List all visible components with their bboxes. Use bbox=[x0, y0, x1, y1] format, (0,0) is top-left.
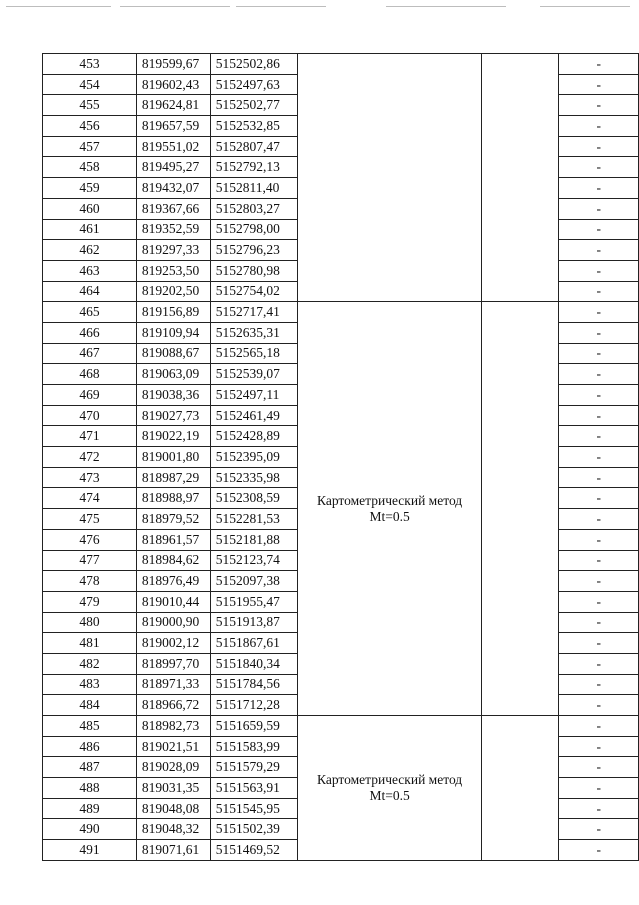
x-coordinate-cell: 819002,12 bbox=[136, 633, 210, 654]
point-number-cell: 456 bbox=[43, 116, 137, 137]
y-coordinate-cell: 5151659,59 bbox=[210, 716, 297, 737]
y-coordinate-cell: 5152754,02 bbox=[210, 281, 297, 302]
y-coordinate-cell: 5152502,77 bbox=[210, 95, 297, 116]
method-name: Картометрический метод bbox=[317, 771, 463, 787]
y-coordinate-cell: 5151840,34 bbox=[210, 653, 297, 674]
point-number-cell: 453 bbox=[43, 54, 137, 75]
dash-cell: - bbox=[559, 116, 639, 137]
dash-cell: - bbox=[559, 612, 639, 633]
dash-cell: - bbox=[559, 840, 639, 861]
y-coordinate-cell: 5152097,38 bbox=[210, 571, 297, 592]
dash-cell: - bbox=[559, 509, 639, 530]
y-coordinate-cell: 5151579,29 bbox=[210, 757, 297, 778]
point-number-cell: 455 bbox=[43, 95, 137, 116]
dash-cell: - bbox=[559, 695, 639, 716]
x-coordinate-cell: 819297,33 bbox=[136, 240, 210, 261]
y-coordinate-cell: 5152497,11 bbox=[210, 385, 297, 406]
point-number-cell: 476 bbox=[43, 529, 137, 550]
dash-cell: - bbox=[559, 405, 639, 426]
y-coordinate-cell: 5152461,49 bbox=[210, 405, 297, 426]
point-number-cell: 472 bbox=[43, 447, 137, 468]
dash-cell: - bbox=[559, 633, 639, 654]
x-coordinate-cell: 819109,94 bbox=[136, 322, 210, 343]
dash-cell: - bbox=[559, 219, 639, 240]
x-coordinate-cell: 818982,73 bbox=[136, 716, 210, 737]
x-coordinate-cell: 819551,02 bbox=[136, 136, 210, 157]
point-number-cell: 459 bbox=[43, 178, 137, 199]
point-number-cell: 460 bbox=[43, 198, 137, 219]
dash-cell: - bbox=[559, 426, 639, 447]
y-coordinate-cell: 5152780,98 bbox=[210, 260, 297, 281]
x-coordinate-cell: 818988,97 bbox=[136, 488, 210, 509]
dash-cell: - bbox=[559, 95, 639, 116]
x-coordinate-cell: 819028,09 bbox=[136, 757, 210, 778]
y-coordinate-cell: 5152335,98 bbox=[210, 467, 297, 488]
point-number-cell: 458 bbox=[43, 157, 137, 178]
y-coordinate-cell: 5152717,41 bbox=[210, 302, 297, 323]
y-coordinate-cell: 5152497,63 bbox=[210, 74, 297, 95]
point-number-cell: 466 bbox=[43, 322, 137, 343]
y-coordinate-cell: 5151545,95 bbox=[210, 798, 297, 819]
x-coordinate-cell: 818971,33 bbox=[136, 674, 210, 695]
point-number-cell: 489 bbox=[43, 798, 137, 819]
point-number-cell: 457 bbox=[43, 136, 137, 157]
y-coordinate-cell: 5151955,47 bbox=[210, 591, 297, 612]
x-coordinate-cell: 818979,52 bbox=[136, 509, 210, 530]
x-coordinate-cell: 819156,89 bbox=[136, 302, 210, 323]
point-number-cell: 454 bbox=[43, 74, 137, 95]
y-coordinate-cell: 5151583,99 bbox=[210, 736, 297, 757]
dash-cell: - bbox=[559, 653, 639, 674]
x-coordinate-cell: 819367,66 bbox=[136, 198, 210, 219]
y-coordinate-cell: 5152281,53 bbox=[210, 509, 297, 530]
point-number-cell: 477 bbox=[43, 550, 137, 571]
point-number-cell: 479 bbox=[43, 591, 137, 612]
point-number-cell: 483 bbox=[43, 674, 137, 695]
method-cell bbox=[297, 54, 482, 302]
point-number-cell: 474 bbox=[43, 488, 137, 509]
method-accuracy: Mt=0.5 bbox=[369, 508, 410, 524]
point-number-cell: 487 bbox=[43, 757, 137, 778]
dash-cell: - bbox=[559, 364, 639, 385]
scan-header-rule bbox=[236, 6, 326, 7]
x-coordinate-cell: 819038,36 bbox=[136, 385, 210, 406]
y-coordinate-cell: 5152502,86 bbox=[210, 54, 297, 75]
y-coordinate-cell: 5152798,00 bbox=[210, 219, 297, 240]
point-number-cell: 480 bbox=[43, 612, 137, 633]
dash-cell: - bbox=[559, 716, 639, 737]
y-coordinate-cell: 5151563,91 bbox=[210, 778, 297, 799]
method-cell bbox=[297, 302, 482, 716]
x-coordinate-cell: 819048,32 bbox=[136, 819, 210, 840]
x-coordinate-cell: 819031,35 bbox=[136, 778, 210, 799]
dash-cell: - bbox=[559, 591, 639, 612]
table-row bbox=[43, 54, 639, 75]
method-name: Картометрический метод bbox=[317, 492, 463, 508]
y-coordinate-cell: 5152395,09 bbox=[210, 447, 297, 468]
point-number-cell: 471 bbox=[43, 426, 137, 447]
point-number-cell: 486 bbox=[43, 736, 137, 757]
method-accuracy: Mt=0.5 bbox=[369, 787, 410, 803]
y-coordinate-cell: 5152792,13 bbox=[210, 157, 297, 178]
y-coordinate-cell: 5152635,31 bbox=[210, 322, 297, 343]
empty-cell bbox=[482, 302, 559, 716]
dash-cell: - bbox=[559, 571, 639, 592]
dash-cell: - bbox=[559, 240, 639, 261]
point-number-cell: 478 bbox=[43, 571, 137, 592]
dash-cell: - bbox=[559, 467, 639, 488]
point-number-cell: 461 bbox=[43, 219, 137, 240]
x-coordinate-cell: 819657,59 bbox=[136, 116, 210, 137]
x-coordinate-cell: 819027,73 bbox=[136, 405, 210, 426]
dash-cell: - bbox=[559, 798, 639, 819]
point-number-cell: 475 bbox=[43, 509, 137, 530]
dash-cell: - bbox=[559, 157, 639, 178]
y-coordinate-cell: 5152811,40 bbox=[210, 178, 297, 199]
x-coordinate-cell: 818987,29 bbox=[136, 467, 210, 488]
y-coordinate-cell: 5152308,59 bbox=[210, 488, 297, 509]
scan-header-rule bbox=[120, 6, 230, 7]
y-coordinate-cell: 5151913,87 bbox=[210, 612, 297, 633]
dash-cell: - bbox=[559, 74, 639, 95]
x-coordinate-cell: 818966,72 bbox=[136, 695, 210, 716]
x-coordinate-cell: 819000,90 bbox=[136, 612, 210, 633]
dash-cell: - bbox=[559, 322, 639, 343]
x-coordinate-cell: 818997,70 bbox=[136, 653, 210, 674]
y-coordinate-cell: 5151867,61 bbox=[210, 633, 297, 654]
scan-header-rule bbox=[6, 6, 111, 7]
scan-header-rule bbox=[540, 6, 630, 7]
dash-cell: - bbox=[559, 198, 639, 219]
dash-cell: - bbox=[559, 281, 639, 302]
point-number-cell: 463 bbox=[43, 260, 137, 281]
x-coordinate-cell: 819071,61 bbox=[136, 840, 210, 861]
y-coordinate-cell: 5152123,74 bbox=[210, 550, 297, 571]
point-number-cell: 462 bbox=[43, 240, 137, 261]
y-coordinate-cell: 5152807,47 bbox=[210, 136, 297, 157]
dash-cell: - bbox=[559, 302, 639, 323]
x-coordinate-cell: 819022,19 bbox=[136, 426, 210, 447]
x-coordinate-cell: 818976,49 bbox=[136, 571, 210, 592]
x-coordinate-cell: 819352,59 bbox=[136, 219, 210, 240]
y-coordinate-cell: 5151469,52 bbox=[210, 840, 297, 861]
point-number-cell: 465 bbox=[43, 302, 137, 323]
table-row bbox=[43, 302, 639, 323]
dash-cell: - bbox=[559, 178, 639, 199]
dash-cell: - bbox=[559, 488, 639, 509]
dash-cell: - bbox=[559, 529, 639, 550]
point-number-cell: 468 bbox=[43, 364, 137, 385]
x-coordinate-cell: 819202,50 bbox=[136, 281, 210, 302]
dash-cell: - bbox=[559, 385, 639, 406]
x-coordinate-cell: 819088,67 bbox=[136, 343, 210, 364]
y-coordinate-cell: 5152532,85 bbox=[210, 116, 297, 137]
y-coordinate-cell: 5152796,23 bbox=[210, 240, 297, 261]
x-coordinate-cell: 819063,09 bbox=[136, 364, 210, 385]
coordinates-table bbox=[42, 53, 639, 861]
point-number-cell: 482 bbox=[43, 653, 137, 674]
x-coordinate-cell: 818961,57 bbox=[136, 529, 210, 550]
dash-cell: - bbox=[559, 447, 639, 468]
x-coordinate-cell: 819599,67 bbox=[136, 54, 210, 75]
x-coordinate-cell: 818984,62 bbox=[136, 550, 210, 571]
point-number-cell: 469 bbox=[43, 385, 137, 406]
point-number-cell: 484 bbox=[43, 695, 137, 716]
y-coordinate-cell: 5152181,88 bbox=[210, 529, 297, 550]
method-cell bbox=[297, 716, 482, 861]
y-coordinate-cell: 5151712,28 bbox=[210, 695, 297, 716]
dash-cell: - bbox=[559, 819, 639, 840]
y-coordinate-cell: 5152803,27 bbox=[210, 198, 297, 219]
dash-cell: - bbox=[559, 550, 639, 571]
dash-cell: - bbox=[559, 757, 639, 778]
y-coordinate-cell: 5152565,18 bbox=[210, 343, 297, 364]
empty-cell bbox=[482, 716, 559, 861]
x-coordinate-cell: 819602,43 bbox=[136, 74, 210, 95]
point-number-cell: 473 bbox=[43, 467, 137, 488]
scan-header-rule bbox=[386, 6, 506, 7]
coordinates-table-body bbox=[43, 54, 639, 861]
point-number-cell: 491 bbox=[43, 840, 137, 861]
point-number-cell: 490 bbox=[43, 819, 137, 840]
x-coordinate-cell: 819021,51 bbox=[136, 736, 210, 757]
point-number-cell: 464 bbox=[43, 281, 137, 302]
y-coordinate-cell: 5151502,39 bbox=[210, 819, 297, 840]
x-coordinate-cell: 819010,44 bbox=[136, 591, 210, 612]
y-coordinate-cell: 5152539,07 bbox=[210, 364, 297, 385]
dash-cell: - bbox=[559, 778, 639, 799]
x-coordinate-cell: 819624,81 bbox=[136, 95, 210, 116]
y-coordinate-cell: 5152428,89 bbox=[210, 426, 297, 447]
y-coordinate-cell: 5151784,56 bbox=[210, 674, 297, 695]
point-number-cell: 485 bbox=[43, 716, 137, 737]
point-number-cell: 488 bbox=[43, 778, 137, 799]
dash-cell: - bbox=[559, 674, 639, 695]
point-number-cell: 470 bbox=[43, 405, 137, 426]
x-coordinate-cell: 819253,50 bbox=[136, 260, 210, 281]
x-coordinate-cell: 819495,27 bbox=[136, 157, 210, 178]
dash-cell: - bbox=[559, 260, 639, 281]
x-coordinate-cell: 819432,07 bbox=[136, 178, 210, 199]
point-number-cell: 481 bbox=[43, 633, 137, 654]
point-number-cell: 467 bbox=[43, 343, 137, 364]
dash-cell: - bbox=[559, 343, 639, 364]
x-coordinate-cell: 819001,80 bbox=[136, 447, 210, 468]
table-row bbox=[43, 716, 639, 737]
dash-cell: - bbox=[559, 54, 639, 75]
x-coordinate-cell: 819048,08 bbox=[136, 798, 210, 819]
empty-cell bbox=[482, 54, 559, 302]
dash-cell: - bbox=[559, 736, 639, 757]
dash-cell: - bbox=[559, 136, 639, 157]
